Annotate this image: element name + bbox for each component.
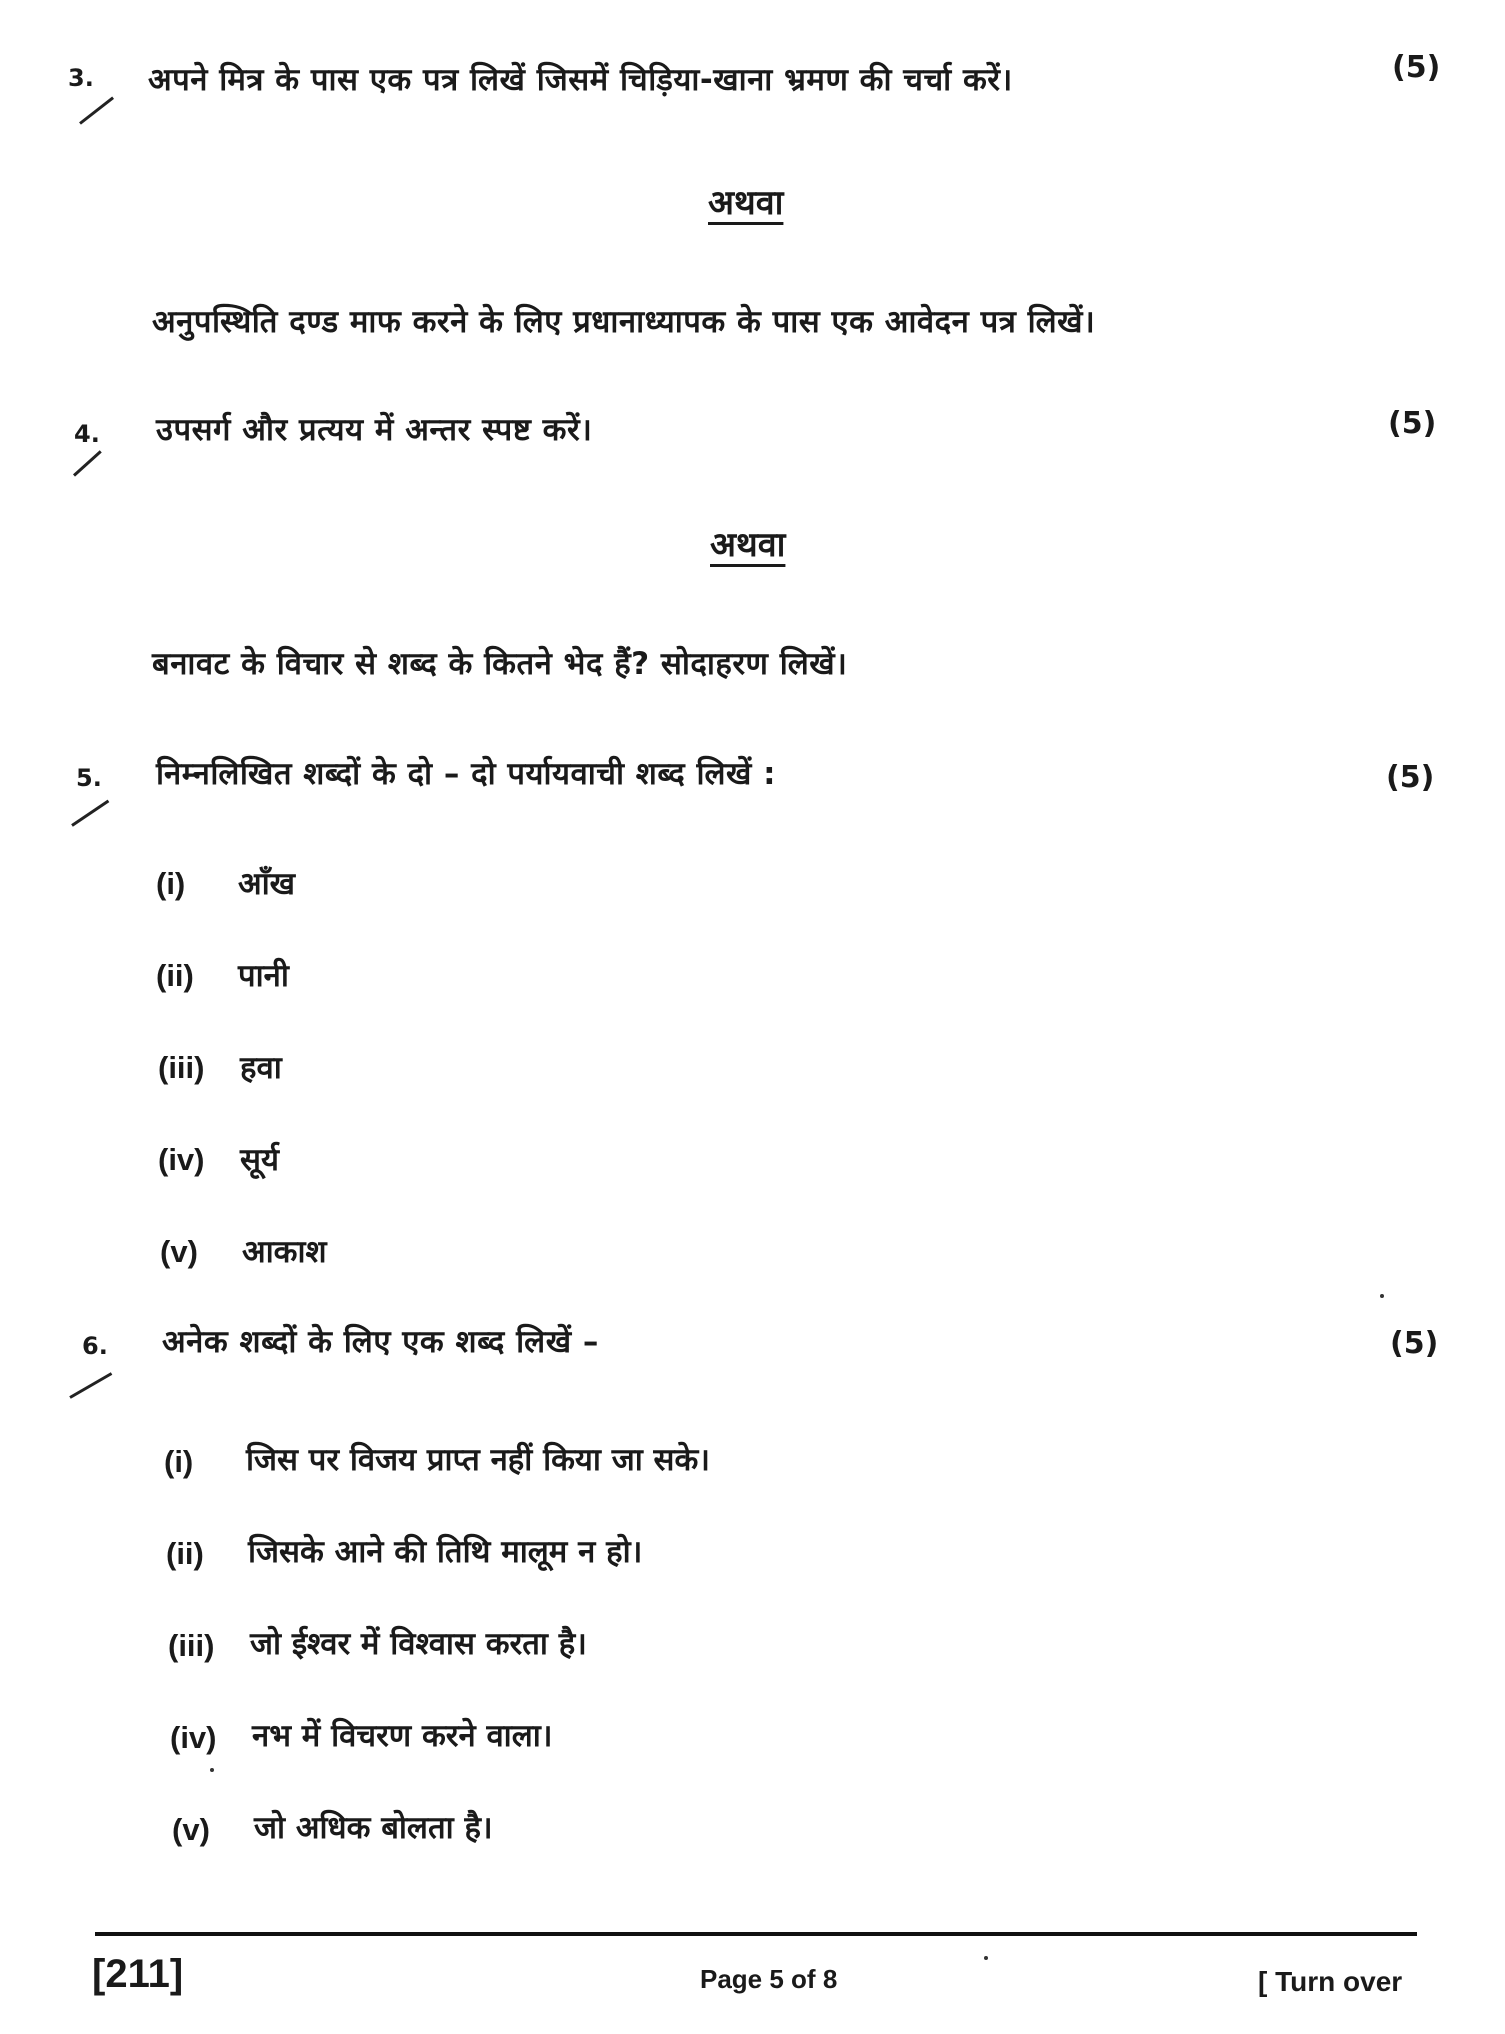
q5-item-label: (iv) bbox=[158, 1142, 205, 1177]
scan-speck bbox=[210, 1768, 214, 1772]
footer-rule bbox=[95, 1932, 1417, 1936]
q5-item-text: आँख bbox=[238, 866, 296, 902]
q6-marks: (5) bbox=[1390, 1326, 1439, 1361]
scan-speck bbox=[1380, 1294, 1384, 1298]
check-mark-q3 bbox=[79, 96, 114, 124]
check-mark-q5 bbox=[71, 800, 109, 827]
q6-item-text: जिसके आने की तिथि मालूम न हो। bbox=[248, 1534, 643, 1570]
q5-text: निम्नलिखित शब्दों के दो – दो पर्यायवाची शब्द लिखें : bbox=[156, 756, 777, 792]
q4-text: उपसर्ग और प्रत्यय में अन्तर स्पष्ट करें। bbox=[156, 412, 593, 448]
q6-item-label: (i) bbox=[164, 1444, 194, 1479]
page-number: Page 5 of 8 bbox=[700, 1964, 838, 1994]
q3-alt-text: अनुपस्थिति दण्ड माफ करने के लिए प्रधानाध्यापक के पास एक आवेदन पत्र लिखें। bbox=[152, 304, 1096, 340]
q5-item-text: हवा bbox=[240, 1050, 282, 1086]
q3-or-label: अथवा bbox=[708, 183, 784, 223]
turn-over-label: [ Turn over bbox=[1258, 1966, 1403, 1997]
q6-item-text: जो ईश्वर में विश्वास करता है। bbox=[250, 1626, 587, 1662]
q3-text: अपने मित्र के पास एक पत्र लिखें जिसमें चिड़िया-खाना भ्रमण की चर्चा करें। bbox=[148, 62, 1013, 98]
q5-item-text: सूर्य bbox=[240, 1142, 279, 1178]
q5-item-text: पानी bbox=[238, 958, 289, 994]
q5-item-label: (iii) bbox=[158, 1050, 205, 1085]
q4-number: 4. bbox=[74, 420, 100, 448]
q4-marks: (5) bbox=[1388, 406, 1437, 441]
q6-item-text: नभ में विचरण करने वाला। bbox=[252, 1718, 553, 1754]
q3-number: 3. bbox=[68, 64, 94, 92]
scan-speck bbox=[984, 1956, 988, 1960]
q4-or-label: अथवा bbox=[710, 525, 786, 565]
q5-marks: (5) bbox=[1386, 760, 1435, 795]
q4-alt-text: बनावट के विचार से शब्द के कितने भेद हैं? सोदाहरण लिखें। bbox=[152, 646, 848, 682]
q6-text: अनेक शब्दों के लिए एक शब्द लिखें – bbox=[162, 1324, 599, 1360]
q5-item-label: (v) bbox=[160, 1234, 198, 1269]
q3-marks: (5) bbox=[1392, 50, 1441, 85]
q6-number: 6. bbox=[82, 1332, 108, 1360]
q6-item-label: (iii) bbox=[168, 1628, 215, 1663]
check-mark-q4 bbox=[73, 450, 102, 476]
q5-item-text: आकाश bbox=[242, 1234, 327, 1270]
q5-number: 5. bbox=[76, 764, 102, 792]
q5-item-label: (ii) bbox=[156, 958, 194, 993]
q6-item-text: जिस पर विजय प्राप्त नहीं किया जा सके। bbox=[246, 1442, 711, 1478]
paper-code: [211] bbox=[92, 1952, 184, 1996]
q6-item-label: (iv) bbox=[170, 1720, 217, 1755]
q6-item-label: (ii) bbox=[166, 1536, 204, 1571]
q6-item-label: (v) bbox=[172, 1812, 210, 1847]
q6-item-text: जो अधिक बोलता है। bbox=[254, 1810, 493, 1846]
check-mark-q6 bbox=[69, 1372, 112, 1399]
q5-item-label: (i) bbox=[156, 866, 186, 901]
